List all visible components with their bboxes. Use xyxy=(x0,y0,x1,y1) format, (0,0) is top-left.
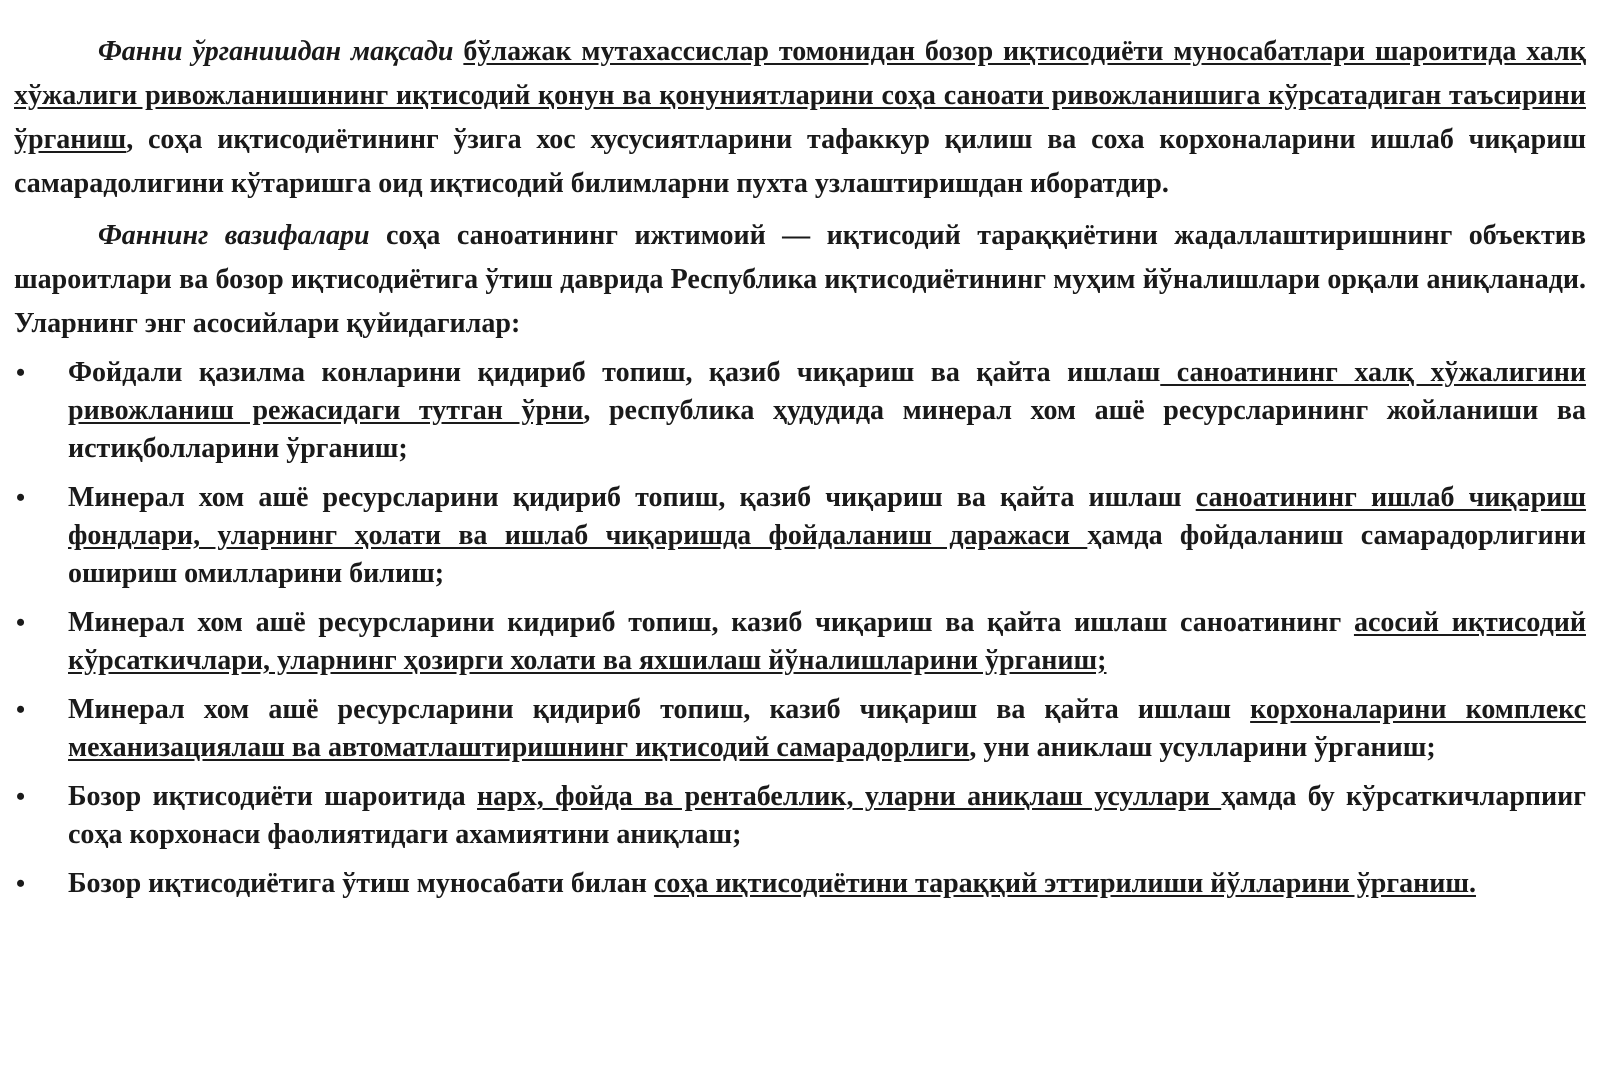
list-item-underlined: асосий иқтисодий кўрсаткичлари, уларнинг ҳозирги холати ва яхшилаш йўналишларини ўрганиш; xyxy=(68,607,1586,676)
tasks-text: соҳа саноатининг ижтимоий — иқтисодий тараққиётини жадаллаштиришнинг объектив шароитлари ва бозор иқтисодиётига ўтиш даврида Республика иқтисодиётининг муҳим йўналишлари орқали аниқланади. Уларнинг энг асосийлари қуйидагилар: xyxy=(14,220,1586,339)
bullet-icon: • xyxy=(16,358,26,387)
purpose-text: , соҳа иқтисодиётининг ўзига хос хусусиятларини тафаккур қилиш ва соха корхоналарини ишлаб чиқариш самарадолигини кўтаришга оид иқтисодий билимларни пухта узлаштиришдан иборатдир. xyxy=(14,124,1586,199)
list-item xyxy=(14,691,1586,767)
list-item-text-end: ҳамда фойдаланиш самарадорлигини ошириш омилларини билиш; xyxy=(68,520,1586,589)
list-item-text: Бозор иқтисодиёти шароитида xyxy=(68,781,478,812)
list-item-text: Минерал хом ашё ресурсларини кидириб топиш, казиб чиқариш ва қайта ишлаш саноатининг xyxy=(68,607,1354,638)
list-item xyxy=(14,778,1586,854)
list-item-text-end: ҳамда бу кўрсаткичларпииг соҳа корхонаси фаолиятидаги ахамиятини аниқлаш; xyxy=(68,781,1587,850)
list-item-underlined: соҳа иқтисодиётини тараққий эттирилиши йўлларини ўрганиш. xyxy=(653,868,1476,899)
list-item xyxy=(14,604,1586,680)
list-item-underlined: саноатининг халқ хўжалигини ривожланиш режасидаги тутган ўрни xyxy=(68,357,1586,426)
list-item-text: Фойдали қазилма конларини қидириб топиш, қазиб чиқариш ва қайта ишлаш xyxy=(68,357,1161,388)
list-item xyxy=(14,479,1586,593)
tasks-list xyxy=(14,354,1586,903)
list-item-text: Минерал хом ашё ресурсларини қидириб топиш, казиб чиқариш ва қайта ишлаш xyxy=(68,694,1251,725)
bullet-icon: • xyxy=(16,869,26,898)
tasks-lead: Фаннинг вазифалари xyxy=(98,220,370,251)
purpose-paragraph xyxy=(14,30,1586,206)
bullet-icon: • xyxy=(16,782,26,811)
purpose-lead: Фанни ўрганишдан мақсади xyxy=(98,36,454,67)
bullet-icon: • xyxy=(16,608,26,637)
bullet-icon: • xyxy=(16,483,26,512)
list-item xyxy=(14,354,1586,468)
tasks-paragraph xyxy=(14,214,1586,346)
list-item-text: Бозор иқтисодиётига ўтиш муносабати билан xyxy=(68,868,654,899)
list-item-text-end: , республика ҳудудида минерал хом ашё ресурсларининг жойланиши ва истиқболларини ўрганиш; xyxy=(68,395,1586,464)
purpose-underlined-text: бўлажак мутахассислар томонидан бозор иқтисодиёти муносабатлари шароитида халқ хўжалиги ривожланишининг иқтисодий қонун ва қонуниятларини соҳа саноати ривожланишига кўрсатадиган таъсирини ўрганиш xyxy=(14,36,1586,155)
list-item-underlined: корхоналарини комплекс механизациялаш ва автоматлаштиришнинг иқтисодий самарадорлиги xyxy=(68,694,1586,763)
list-item-underlined: нарх, фойда ва рентабеллик, уларни аниқлаш усуллари xyxy=(477,781,1222,812)
list-item-underlined: саноатининг ишлаб чиқариш фондлари, уларнинг ҳолати ва ишлаб чиқаришда фойдаланиш даражаси xyxy=(68,482,1587,551)
list-item xyxy=(14,865,1586,903)
list-item-text-end: , уни аниклаш усулларини ўрганиш; xyxy=(969,732,1436,763)
list-item-text: Минерал хом ашё ресурсларини қидириб топиш, қазиб чиқариш ва қайта ишлаш xyxy=(68,482,1196,513)
bullet-icon: • xyxy=(16,695,26,724)
